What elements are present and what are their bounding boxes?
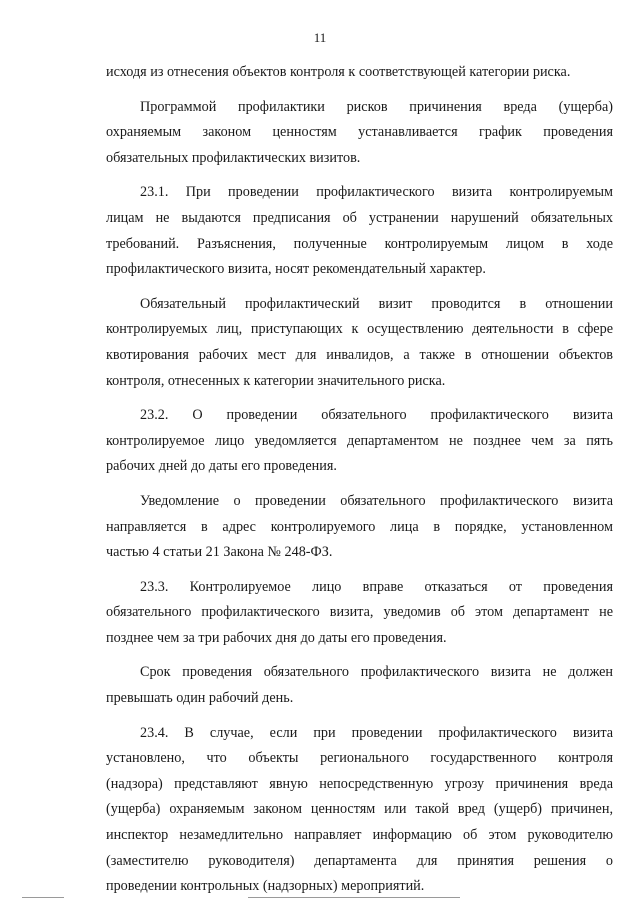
text-line: контроля, отнесенных к категории значительного риска. [106,372,446,389]
text-line: обязательных профилактических визитов. [106,149,361,166]
footer-rule [22,897,64,898]
footer-rule [248,897,460,898]
text-line: рабочих дней до даты его проведения. [106,458,337,475]
text-line: направляется в адрес контролируемого лица в порядке, установленном [106,518,613,535]
text-line: квотирования рабочих мест для инвалидов, а также в отношении объектов [106,346,613,363]
text-line: 23.2. О проведении обязательного профилактического визита [140,407,613,424]
text-line: превышать один рабочий день. [106,690,294,707]
text-line: исходя из отнесения объектов контроля к соответствующей категории риска. [106,64,571,80]
text-line: контролируемых лиц, приступающих к осуществлению деятельности в сфере [106,321,613,338]
document-body [106,60,613,900]
text-line: (надзора) представляют явную непосредственную угрозу причинения вреда [106,775,613,792]
text-line: профилактического визита, носят рекомендательный характер. [106,261,486,278]
text-line: Обязательный профилактический визит проводится в отношении [140,295,613,312]
text-line: Программой профилактики рисков причинения вреда (ущерба) [140,98,613,115]
text-line: Срок проведения обязательного профилактического визита не должен [140,664,613,681]
text-line: (ущерба) охраняемым законом ценностям или такой вред (ущерб) причинен, [106,801,613,818]
text-line: установлено, что объекты регионального государственного контроля [106,750,613,767]
text-line: контролируемое лицо уведомляется департаментом не позднее чем за пять [106,432,613,449]
page-number: 11 [313,30,327,45]
text-line: позднее чем за три рабочих дня до даты его проведения. [106,629,447,646]
text-line: охраняемым законом ценностям устанавливается график проведения [106,124,613,141]
text-line: 23.1. При проведении профилактического визита контролируемым [140,184,613,201]
text-line: (заместителю руководителя) департамента для принятия решения о [106,852,613,869]
text-line: 23.3. Контролируемое лицо вправе отказаться от проведения [140,578,613,595]
text-line: инспектор незамедлительно направляет информацию об этом руководителю [106,827,613,844]
text-line: частью 4 статьи 21 Закона № 248-ФЗ. [106,544,333,561]
text-line: обязательного профилактического визита, уведомив об этом департамент не [106,604,613,621]
text-line: лицам не выдаются предписания об устранении нарушений обязательных [106,209,613,226]
text-line: Уведомление о проведении обязательного профилактического визита [140,492,613,509]
text-line: проведении контрольных (надзорных) мероприятий. [106,878,425,895]
text-line: 23.4. В случае, если при проведении профилактического визита [140,724,613,741]
text-line: требований. Разъяснения, полученные контролируемым лицом в ходе [106,235,613,252]
